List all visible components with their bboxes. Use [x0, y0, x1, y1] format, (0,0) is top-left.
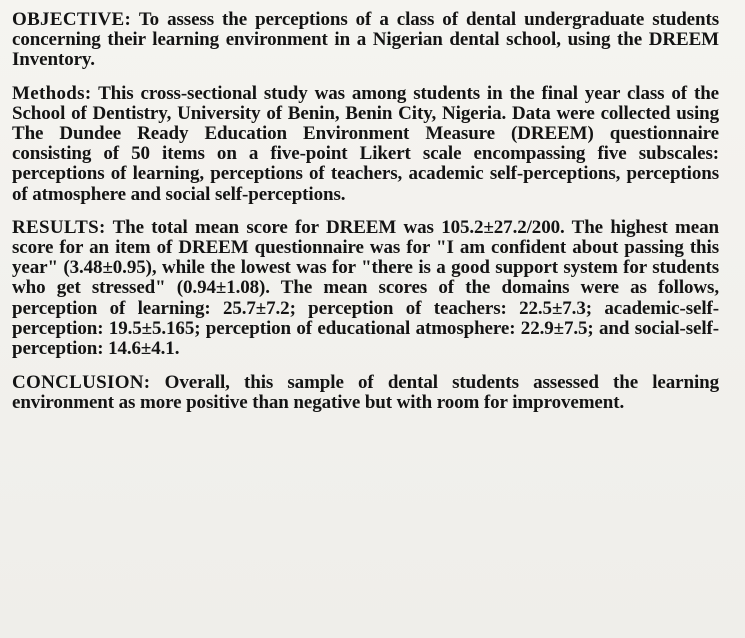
results-text: The total mean score for DREEM was 105.2±27.2/200. The highest mean score for an item of DREEM questionnaire was for "I am confident about passing this year" (3.48±0.95), while the lowest was for "there is a good support system for students who get stressed" (0.94±1.08). The mean scores of the domains were as follows, perception of learning: 25.7±7.2; perception of teachers: 22.5±7.3; academic-self-perception: 19.5±5.165; perception of educational atmosphere: 22.9±7.5; and social-self-perception: 14.6±4.1.: [12, 216, 719, 360]
methods-paragraph: [12, 84, 719, 205]
results-paragraph: [12, 218, 719, 359]
methods-heading: Methods:: [12, 82, 92, 104]
conclusion-paragraph: [12, 373, 719, 413]
objective-text: To assess the perceptions of a class of dental undergraduate students concerning their learning environment in a Nigerian dental school, using the DREEM Inventory.: [12, 9, 719, 71]
results-heading: RESULTS:: [12, 216, 106, 238]
conclusion-heading: CONCLUSION:: [12, 372, 151, 394]
objective-paragraph: [12, 10, 719, 71]
methods-text: This cross-sectional study was among students in the final year class of the School of Dentistry, University of Benin, Benin City, Nigeria. Data were collected using The Dundee Ready Education Environment Measure (DREEM) questionnaire consisting of 50 items on a five-point Likert scale encompassing five subscales: perceptions of learning, perceptions of teachers, academic self-perceptions, perceptions of atmosphere and social self-perceptions.: [12, 82, 720, 205]
conclusion-text: Overall, this sample of dental students assessed the learning environment as more positive than negative but with room for improvement.: [12, 372, 720, 414]
objective-heading: OBJECTIVE:: [12, 9, 132, 30]
